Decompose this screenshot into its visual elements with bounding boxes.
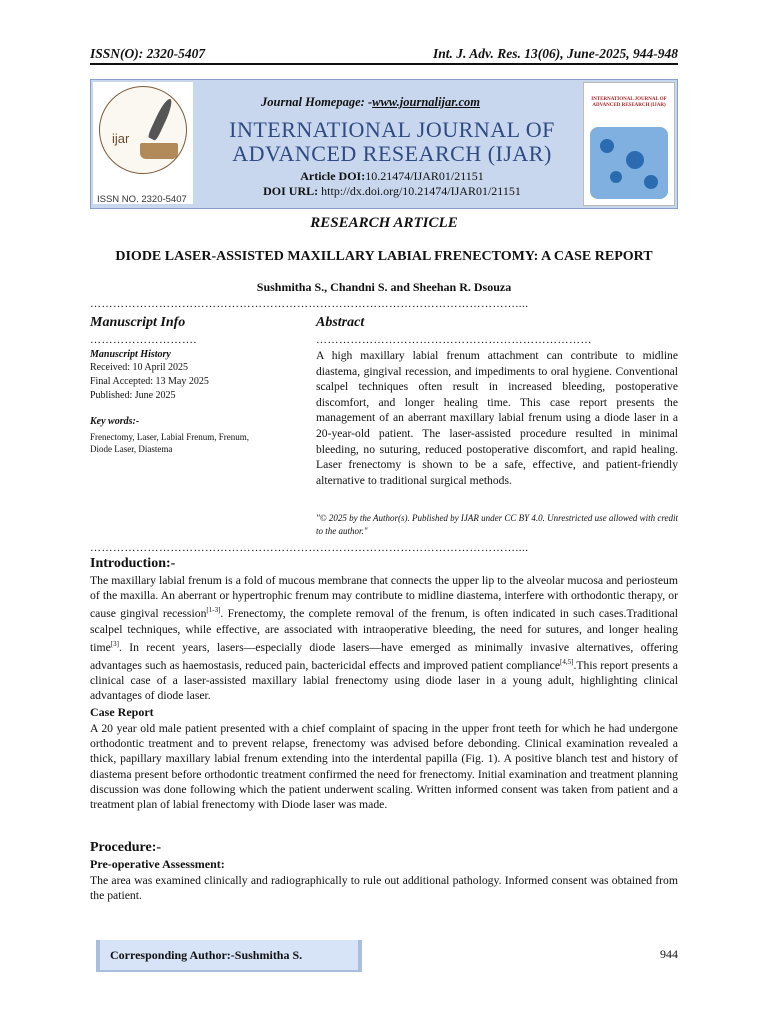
book-icon bbox=[140, 143, 178, 159]
license-text: "© 2025 by the Author(s). Published by IJAR under CC BY 4.0. Unrestricted use allowed with credit to the author." bbox=[316, 513, 678, 536]
intro-text: The maxillary labial frenum is a fold of mucous membrane that connects the upper lip to the alveolar mucosa and periosteum of the maxilla. An aberrant or hypertrophic frenum may contribute to midline diastema, interfere with orthodontic therapy, or cause gingival recession bbox=[90, 574, 678, 621]
dotted-divider: ………………………. bbox=[90, 334, 197, 346]
case-report-heading: Case Report bbox=[90, 705, 154, 719]
molecule-sphere bbox=[610, 171, 622, 183]
journal-cover bbox=[583, 82, 675, 206]
page-number: 944 bbox=[660, 947, 678, 961]
corresponding-author: Corresponding Author:-Sushmitha S. bbox=[110, 948, 303, 962]
published-date: Published: June 2025 bbox=[90, 390, 176, 401]
dotted-divider: ……………………………………………………………… bbox=[316, 334, 592, 346]
journal-logo bbox=[93, 82, 193, 204]
cover-molecule-image bbox=[590, 127, 668, 199]
issn-text: ISSN(O): 2320-5407 bbox=[90, 46, 206, 61]
case-report-paragraph: A 20 year old male patient presented with a chief complaint of spacing in the upper front teeth for which he had undergone orthodontic treatment and to prevent relapse, frenectomy was advised before debonding. Clinical examination revealed a thick, papillary maxillary labial frenum extending into the interdental papilla (Fig. 1). A positive blanch test and history of diastema present before orthodontic treatment confirmed the need for frenectomy. Initial examination and treatment planning discussion was done following which the patient underwent scaling. Written informed consent was taken from patient and a treatment plan of labial frenectomy with Diode laser was made. bbox=[90, 722, 678, 812]
doi-value: 10.21474/IJAR01/21151 bbox=[365, 169, 484, 183]
molecule-sphere bbox=[600, 139, 614, 153]
homepage-link[interactable]: www.journalijar.com bbox=[372, 95, 481, 109]
intro-text: .This report presents a clinical case of a laser-assisted maxillary labial frenectomy using diode laser in a young adult, highlighting clinical advantages of diode laser. bbox=[90, 658, 678, 703]
abstract-text: A high maxillary labial frenum attachment can contribute to midline diastema, gingival recession, and impediments to oral hygiene. Conventional scalpel techniques often result in increased bleeding, postoperative discomfort, and longer healing time. This case report presents the management of an aberrant maxillary labial frenum using a diode laser in a 20-year-old patient. The laser-assisted procedure resulted in minimal bleeding, no suturing, reduced postoperative discomfort, and rapid healing. Laser frenectomy is shown to be a safe, effective, and patient-friendly alternative to traditional surgical methods. bbox=[316, 349, 678, 487]
accepted-date: Final Accepted: 13 May 2025 bbox=[90, 376, 209, 387]
paper-title: DIODE LASER-ASSISTED MAXILLARY LABIAL FRENECTOMY: A CASE REPORT bbox=[115, 249, 653, 264]
authors: Sushmitha S., Chandni S. and Sheehan R. Dsouza bbox=[256, 280, 512, 294]
pre-operative-heading: Pre-operative Assessment: bbox=[90, 857, 225, 871]
manuscript-history-label: Manuscript History bbox=[90, 349, 171, 360]
citation-text: Int. J. Adv. Res. 13(06), June-2025, 944-948 bbox=[433, 46, 678, 61]
doi-url-label: DOI URL: bbox=[263, 184, 319, 198]
molecule-sphere bbox=[644, 175, 658, 189]
logo-issn: ISSN NO. 2320-5407 bbox=[97, 194, 187, 205]
citation-ref: [4,5] bbox=[560, 657, 574, 666]
doi-label: Article DOI: bbox=[300, 169, 366, 183]
article-type: RESEARCH ARTICLE bbox=[310, 215, 458, 231]
cover-title: INTERNATIONAL JOURNAL OF ADVANCED RESEARCH (IJAR) bbox=[591, 97, 667, 108]
logo-text: ijar bbox=[112, 131, 130, 146]
manuscript-info-heading: Manuscript Info bbox=[90, 315, 186, 330]
journal-title bbox=[217, 118, 567, 166]
keywords: Frenectomy, Laser, Labial Frenum, Frenum, Diode Laser, Diastema bbox=[90, 432, 250, 454]
citation-ref: [3] bbox=[110, 639, 119, 648]
corresponding-author-box bbox=[96, 940, 362, 972]
intro-text: . In recent years, lasers—especially diode lasers—have emerged as minimally invasive alternatives, offering advantages such as haemostasis, reduced pain, bactericidal effects and improved patient compliance bbox=[90, 640, 678, 672]
journal-title-line1: INTERNATIONAL JOURNAL OF bbox=[229, 117, 555, 142]
citation-ref: [1-3] bbox=[206, 606, 221, 615]
introduction-heading: Introduction:- bbox=[90, 556, 176, 571]
dotted-divider: ………………………………………………………………………………………………….... bbox=[90, 298, 529, 310]
quill-icon bbox=[147, 97, 175, 141]
journal-banner bbox=[90, 79, 678, 209]
journal-homepage bbox=[261, 95, 480, 110]
doi-url-value[interactable]: http://dx.doi.org/10.21474/IJAR01/21151 bbox=[321, 184, 521, 198]
journal-title-line2: ADVANCED RESEARCH (IJAR) bbox=[232, 141, 552, 166]
doi-block bbox=[227, 169, 557, 199]
pre-operative-paragraph: The area was examined clinically and radiographically to rule out additional pathology. Informed consent was obtained from the patient. bbox=[90, 874, 678, 903]
header-rule bbox=[90, 63, 678, 65]
intro-text: . Frenectomy, the complete removal of the frenum, is often indicated in such cases.Traditional scalpel techniques, while effective, are associated with intraoperative bleeding, the need for sutures, and longer healing time bbox=[90, 607, 678, 654]
abstract-heading: Abstract bbox=[316, 315, 365, 330]
keywords-label: Key words:- bbox=[90, 416, 140, 427]
dotted-divider: ………………………………………………………………………………………………….... bbox=[90, 542, 529, 554]
homepage-label: Journal Homepage: - bbox=[261, 95, 373, 109]
logo-circle bbox=[99, 86, 187, 174]
introduction-paragraph bbox=[90, 573, 678, 703]
molecule-sphere bbox=[626, 151, 644, 169]
received-date: Received: 10 April 2025 bbox=[90, 362, 189, 373]
procedure-heading: Procedure:- bbox=[90, 840, 162, 855]
